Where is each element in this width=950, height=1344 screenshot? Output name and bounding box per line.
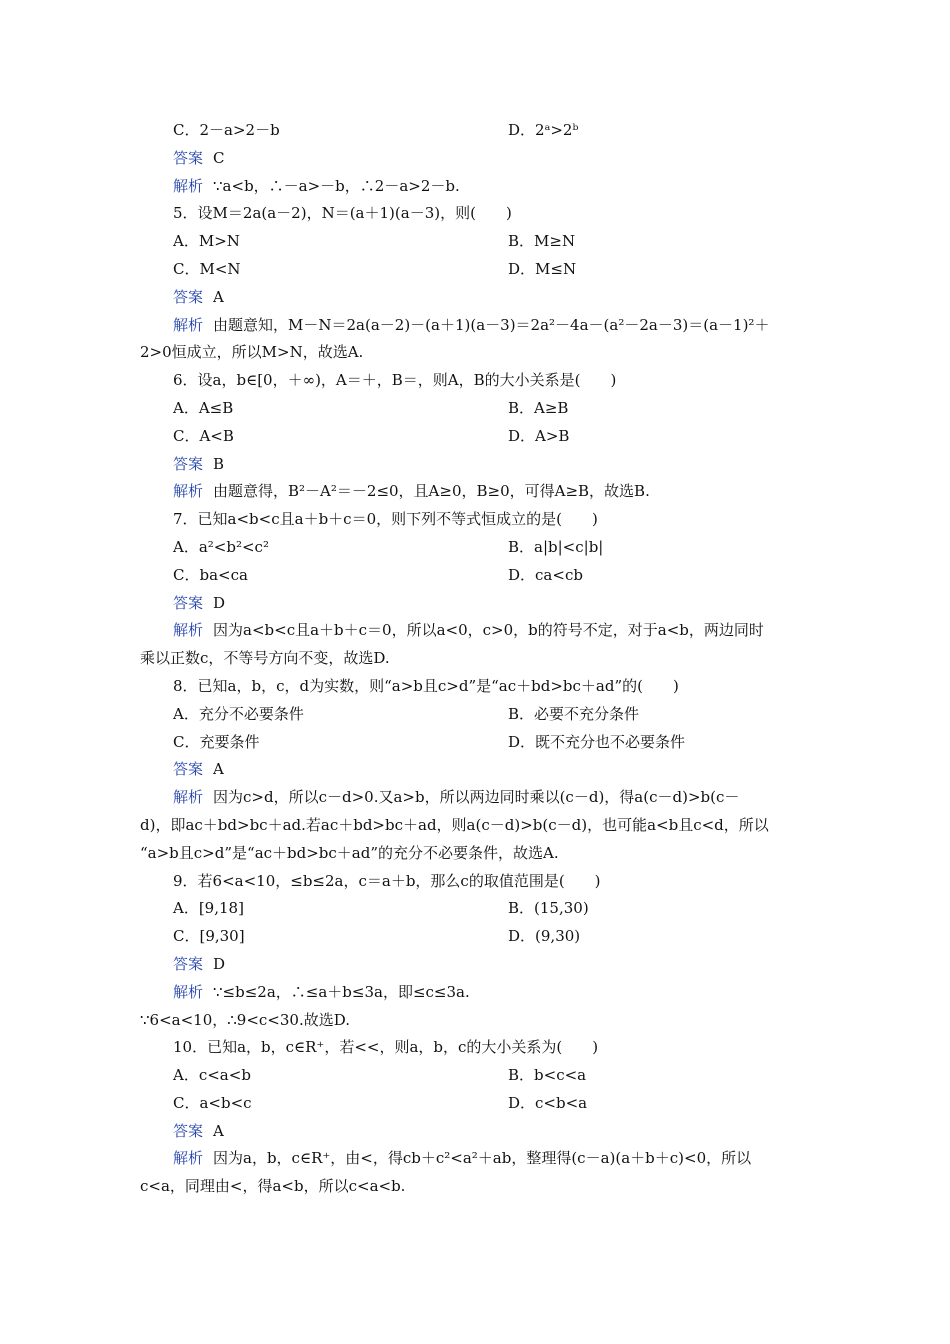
option-right: D．ca<cb [508,565,583,584]
answer-line [0,145,950,173]
option-right: B．b<c<a [508,1066,587,1085]
question-text: 7．已知a<b<c且a＋b＋c＝0，则下列不等式恒成立的是( ) [173,510,598,529]
question-text: 9．若6<a<10，≤b≤2a，c＝a＋b，那么c的取值范围是( ) [173,871,601,890]
option-left: A．c<a<b [173,1066,251,1085]
option-right: D．(9,30) [508,927,581,946]
line-text: 由题意知，M－N＝2a(a－2)－(a＋1)(a－3)＝2a²－4a－(a²－2a－3)＝(a－1)²＋ [213,315,770,334]
option-left: C．ba<ca [173,565,248,584]
analysis-line [0,617,950,645]
question-line [0,200,950,228]
analysis-line [0,784,950,812]
analysis-line [0,979,950,1007]
option-left: A．[9,18] [173,899,244,918]
continuation-line [0,1173,950,1201]
option-row [0,923,950,951]
line-text: 因为a<b<c且a＋b＋c＝0，所以a<0，c>0，b的符号不定，对于a<b，两边同时 [213,621,764,640]
continuation-line [0,1007,950,1035]
line-text: A [213,287,224,306]
line-text: A [213,1121,224,1140]
option-left: C．a<b<c [173,1093,252,1112]
analysis-label: 解析 [173,176,204,195]
option-left: C．A<B [173,426,234,445]
analysis-label: 解析 [173,1149,204,1168]
line-text: 因为c>d，所以c－d>0.又a>b，所以两边同时乘以(c－d)，得a(c－d)>b(c－ [213,788,740,807]
analysis-line [0,478,950,506]
continuation-line [0,812,950,840]
question-text: 8．已知a，b，c，d为实数，则“a>b且c>d”是“ac＋bd>bc＋ad”的( ) [173,676,679,695]
line-text: A [213,760,224,779]
continuation-line [0,339,950,367]
line-text: D [213,593,226,612]
analysis-line [0,312,950,340]
answer-label: 答案 [173,287,204,306]
question-line [0,506,950,534]
analysis-label: 解析 [173,982,204,1001]
option-right: D．c<b<a [508,1093,588,1112]
answer-line [0,451,950,479]
answer-line [0,1118,950,1146]
option-left: A．A≤B [173,398,234,417]
option-right: D．2ᵃ>2ᵇ [508,121,579,139]
option-row [0,423,950,451]
line-text: 乘以正数c，不等号方向不变，故选D. [140,649,390,668]
option-left: A．M>N [173,232,240,251]
answer-line [0,756,950,784]
analysis-line [0,1145,950,1173]
option-right: B．a|b|<c|b| [508,537,604,556]
line-text: 因为a，b，c∈R⁺，由<，得cb＋c²<a²＋ab，整理得(c－a)(a＋b＋c)<0，所以 [213,1149,752,1168]
line-text: ∵≤b≤2a，∴≤a＋b≤3a，即≤c≤3a. [213,982,470,1001]
continuation-line [0,840,950,868]
option-right: B．(15,30) [508,899,589,918]
option-row [0,228,950,256]
option-right: D．A>B [508,426,570,445]
option-row [0,1090,950,1118]
analysis-line [0,173,950,201]
option-left: C．充要条件 [173,732,260,751]
option-row [0,395,950,423]
option-right: B．A≥B [508,398,569,417]
line-text: ∵6<a<10，∴9<c<30.故选D. [140,1010,350,1029]
option-row [0,1062,950,1090]
option-right: B．必要不充分条件 [508,704,640,723]
option-left: C．M<N [173,259,241,278]
line-text: C [213,148,225,167]
answer-label: 答案 [173,760,204,779]
option-row [0,534,950,562]
answer-line [0,951,950,979]
answer-line [0,590,950,618]
option-right: D．M≤N [508,259,577,278]
analysis-label: 解析 [173,621,204,640]
line-text: 2>0恒成立，所以M>N，故选A. [140,343,364,362]
question-line [0,673,950,701]
question-text: 10．已知a，b，c∈R⁺，若<<，则a，b，c的大小关系为( ) [173,1038,599,1057]
option-left: A．a²<b²<c² [173,537,269,556]
answer-label: 答案 [173,454,204,473]
option-row [0,256,950,284]
answer-label: 答案 [173,954,204,973]
option-row [0,895,950,923]
continuation-line [0,645,950,673]
analysis-label: 解析 [173,482,204,501]
option-left: C．2－a>2－b [173,121,280,139]
analysis-label: 解析 [173,788,204,807]
answer-label: 答案 [173,593,204,612]
option-left: C．[9,30] [173,927,245,946]
question-text: 6．设a，b∈[0，＋∞)，A＝＋，B＝，则A，B的大小关系是( ) [173,371,617,390]
line-text: “a>b且c>d”是“ac＋bd>bc＋ad”的充分不必要条件，故选A. [140,843,559,862]
document-body [0,117,950,1201]
option-right: B．M≥N [508,232,576,251]
answer-label: 答案 [173,148,204,167]
option-row [0,562,950,590]
line-text: D [213,954,226,973]
option-right: D．既不充分也不必要条件 [508,732,686,751]
question-line [0,367,950,395]
option-left: A．充分不必要条件 [173,704,304,723]
line-text: ∵a<b，∴－a>－b，∴2－a>2－b. [213,176,460,195]
answer-line [0,284,950,312]
line-text: B [213,454,225,473]
option-row [0,729,950,757]
line-text: 由题意得，B²－A²＝－2≤0，且A≥0，B≥0，可得A≥B，故选B. [213,482,650,501]
answer-label: 答案 [173,1121,204,1140]
option-row [0,701,950,729]
option-row [0,117,950,145]
question-line [0,1034,950,1062]
line-text: d)，即ac＋bd>bc＋ad.若ac＋bd>bc＋ad，则a(c－d)>b(c－d)，也可能a<b且c<d，所以 [140,815,769,834]
analysis-label: 解析 [173,315,204,334]
question-text: 5．设M＝2a(a－2)，N＝(a＋1)(a－3)，则( ) [173,204,512,223]
question-line [0,868,950,896]
line-text: c<a，同理由<，得a<b，所以c<a<b. [140,1177,406,1196]
